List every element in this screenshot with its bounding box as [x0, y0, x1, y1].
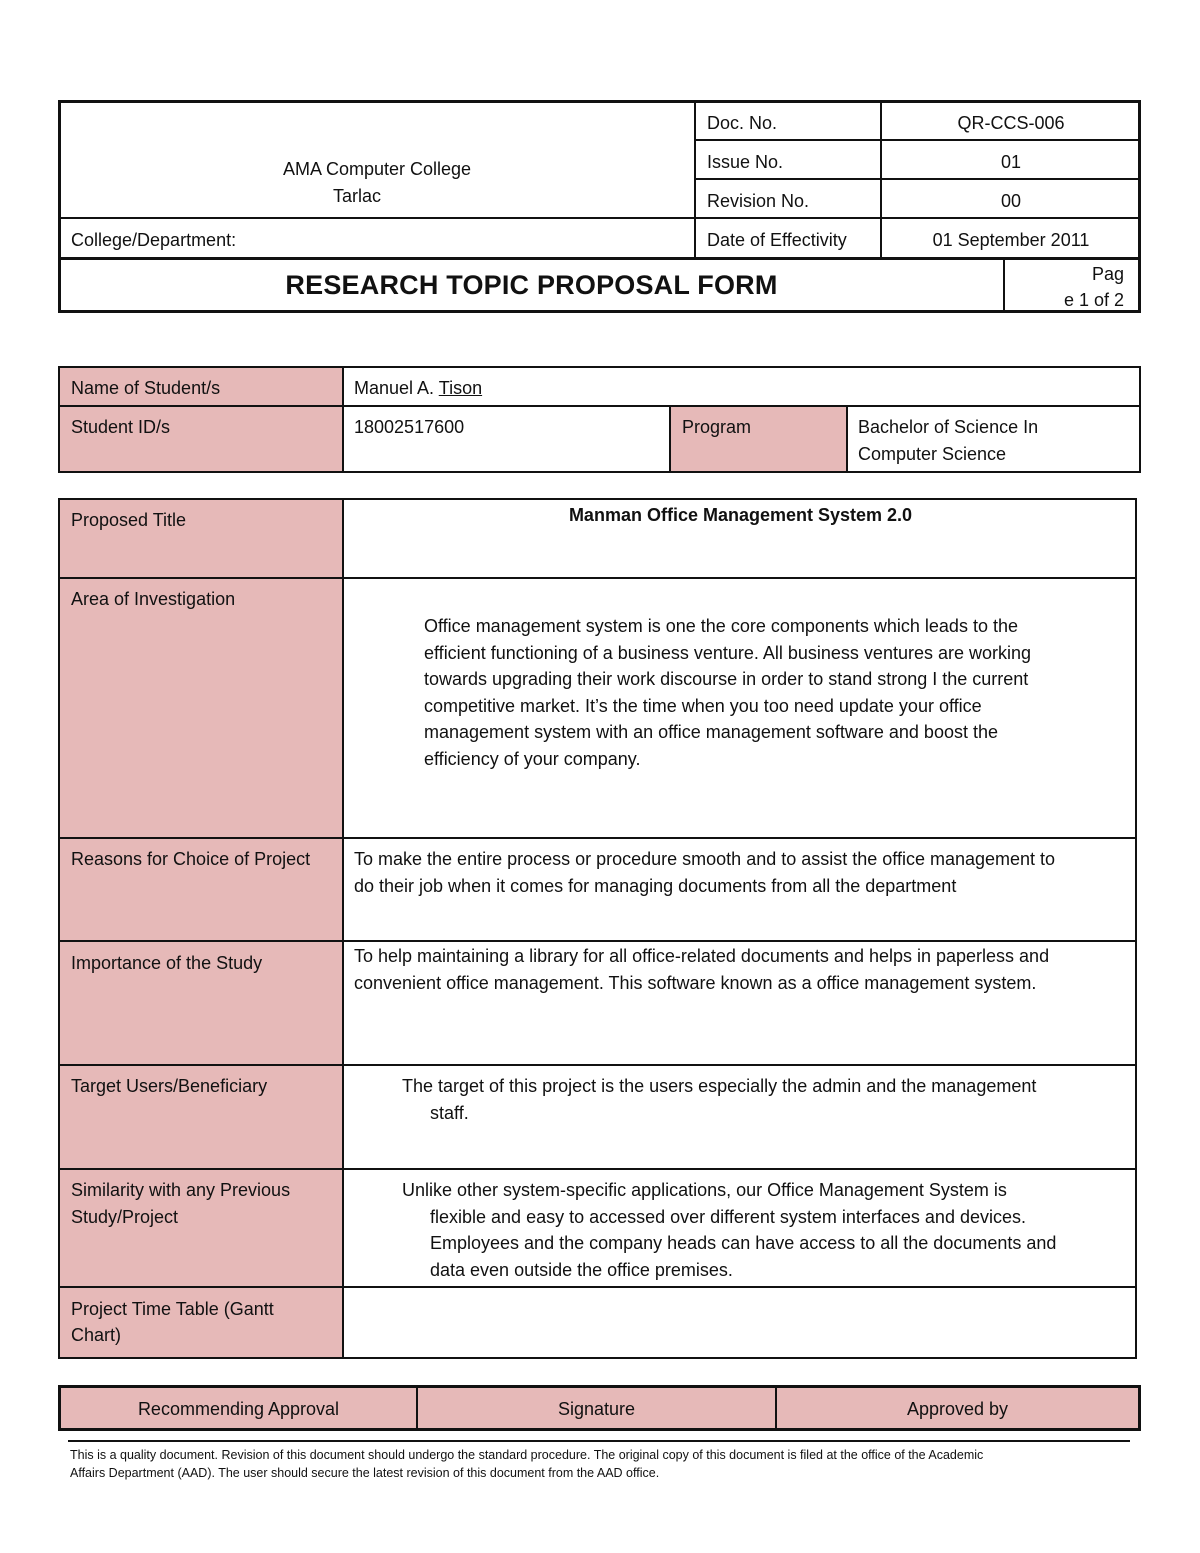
campus-name: Tarlac — [332, 186, 381, 206]
area-line: efficient functioning of a business venture. All business ventures are working — [424, 642, 1032, 663]
target-line: staff. — [430, 1102, 469, 1123]
footer-note — [70, 1446, 1135, 1482]
student-name-first: Manuel A. — [354, 378, 435, 398]
approved-by-label: Approved by — [906, 1399, 1009, 1419]
importance-line: To help maintaining a library for all office-related documents and helps in paperless and — [354, 946, 1050, 966]
similarity-line: flexible and easy to accessed over different system interfaces and devices. — [430, 1206, 1026, 1227]
date-effectivity-label: Date of Effectivity — [707, 230, 847, 250]
footer-line: This is a quality document. Revision of this document should undergo the standard procedure. The original copy of this document is filed at the office of the Academic — [70, 1448, 984, 1462]
area-line: efficiency of your company. — [424, 748, 641, 769]
page-number-line1: Pag — [1091, 264, 1124, 284]
student-id-label: Student ID/s — [71, 417, 171, 437]
student-name-label: Name of Student/s — [71, 378, 221, 398]
reasons-label: Reasons for Choice of Project — [71, 849, 311, 869]
similarity-line: data even outside the office premises. — [430, 1259, 733, 1280]
target-users-label: Target Users/Beneficiary — [71, 1076, 268, 1096]
area-line: competitive market. It’s the time when you too need update your office — [424, 695, 982, 716]
reasons-text — [354, 846, 1134, 899]
reasons-line: To make the entire process or procedure smooth and to assist the office management to — [354, 849, 1056, 869]
form-title: RESEARCH TOPIC PROPOSAL FORM — [285, 270, 778, 300]
target-users-text — [402, 1073, 1132, 1126]
time-table-label-line1: Project Time Table (Gantt — [71, 1299, 274, 1319]
date-effectivity-value: 01 September 2011 — [932, 230, 1090, 250]
area-of-investigation-text — [424, 613, 1124, 772]
proposed-title-value: Manman Office Management System 2.0 — [568, 505, 913, 525]
importance-text — [354, 943, 1134, 996]
college-name: AMA Computer College — [282, 159, 472, 179]
revision-no-value: 00 — [1000, 191, 1022, 211]
reasons-line: do their job when it comes for managing documents from all the department — [354, 875, 957, 896]
issue-no-value: 01 — [1000, 152, 1022, 172]
student-name-value — [354, 375, 482, 402]
area-line: towards upgrading their work discourse in order to stand strong I the current — [424, 669, 1029, 689]
doc-no-label: Doc. No. — [707, 113, 778, 133]
footer-rule — [68, 1440, 1130, 1442]
department-label: College/Department: — [71, 230, 237, 250]
importance-label: Importance of the Study — [71, 953, 263, 973]
similarity-label-line1: Similarity with any Previous — [71, 1180, 291, 1200]
target-line: The target of this project is the users especially the admin and the management — [402, 1076, 1037, 1096]
similarity-line: Unlike other system-specific applications, our Office Management System is — [402, 1180, 1007, 1200]
student-name-last: Tison — [438, 378, 483, 398]
signature-label: Signature — [557, 1399, 636, 1419]
similarity-text — [402, 1177, 1132, 1283]
similarity-line: Employees and the company heads can have access to all the documents and — [430, 1233, 1057, 1253]
program-value-line1: Bachelor of Science In — [858, 417, 1039, 437]
program-label: Program — [682, 417, 752, 437]
time-table-label-line2: Chart) — [71, 1325, 122, 1345]
area-line: Office management system is one the core components which leads to the — [424, 616, 1018, 636]
doc-no-value: QR-CCS-006 — [957, 113, 1065, 133]
importance-line: convenient office management. This software known as a office management system. — [354, 972, 1037, 993]
page-number-line2: e 1 of 2 — [1063, 290, 1124, 310]
area-line: management system with an office management software and boost the — [424, 722, 998, 742]
area-of-investigation-label: Area of Investigation — [71, 589, 236, 609]
similarity-label-line2: Study/Project — [71, 1207, 179, 1227]
footer-line: Affairs Department (AAD). The user should secure the latest revision of this document from the AAD office. — [70, 1466, 660, 1480]
issue-no-label: Issue No. — [707, 152, 784, 172]
program-value-line2: Computer Science — [858, 444, 1007, 464]
recommending-approval-label: Recommending Approval — [137, 1399, 340, 1419]
proposed-title-label: Proposed Title — [71, 510, 187, 530]
student-id-value: 18002517600 — [354, 417, 465, 437]
revision-no-label: Revision No. — [707, 191, 810, 211]
